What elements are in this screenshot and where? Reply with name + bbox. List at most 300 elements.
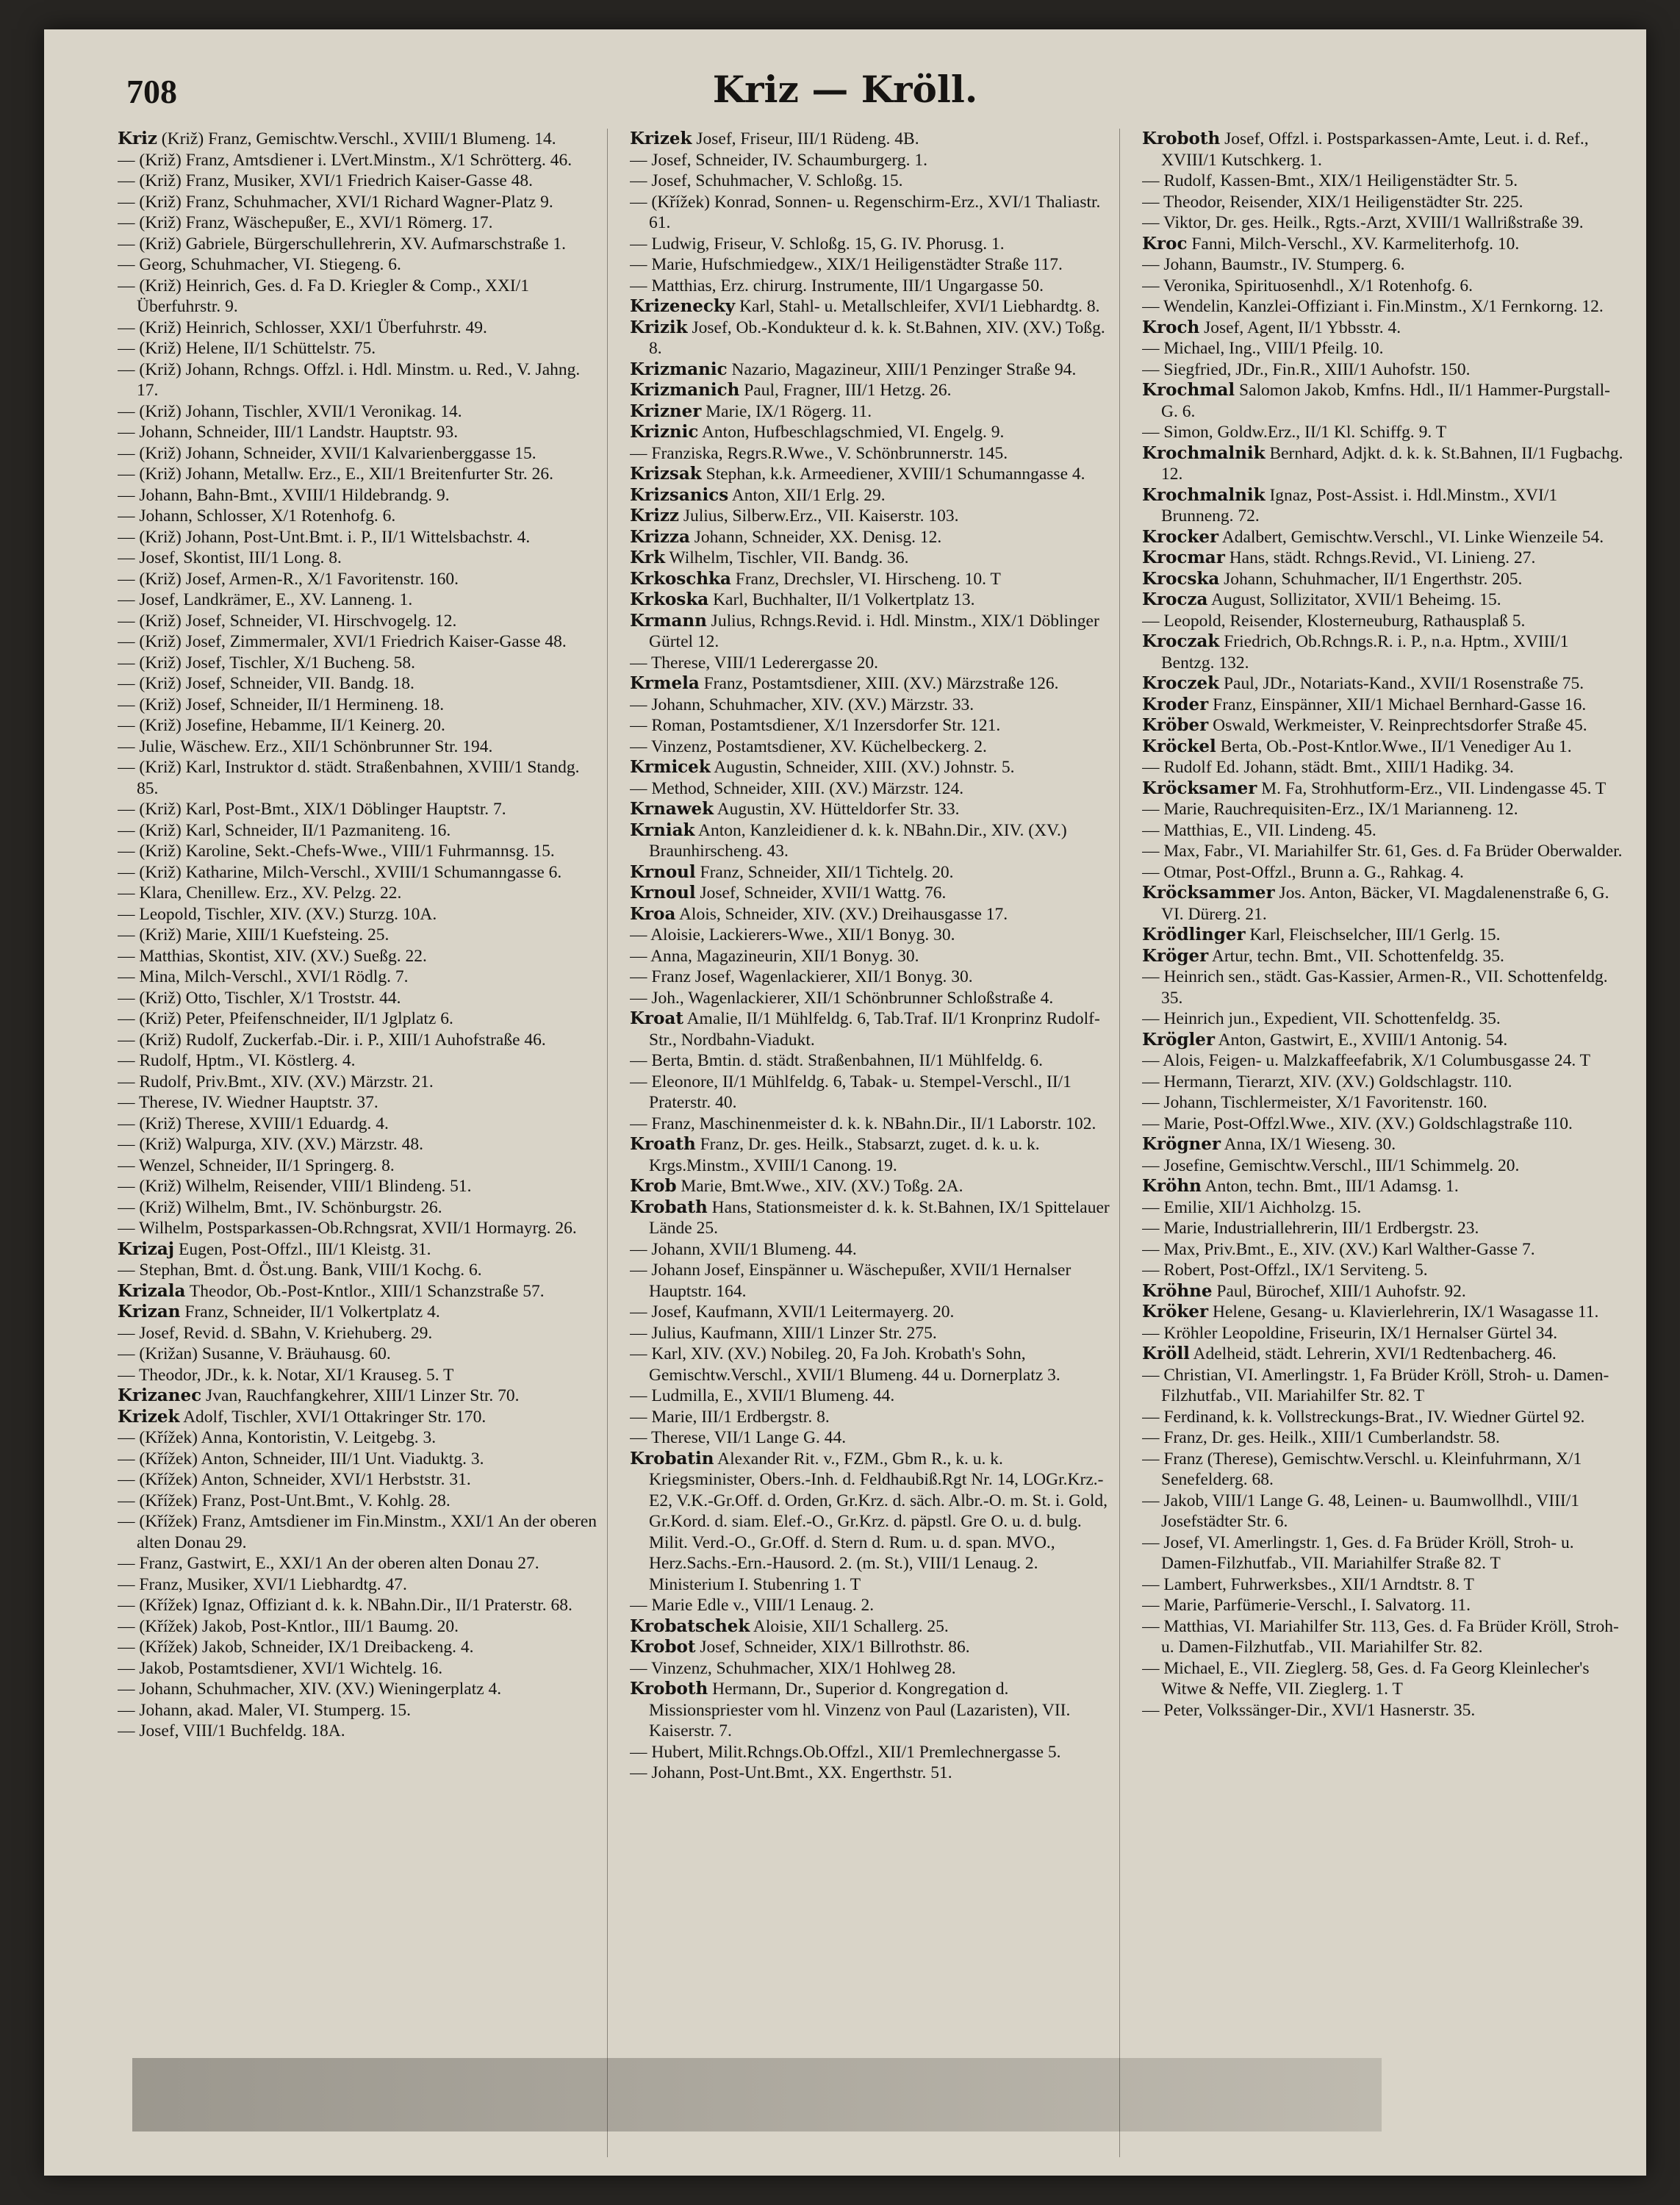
entry-text: — Rudolf, Kassen-Bmt., XIX/1 Heiligenstädter Str. 5. xyxy=(1142,171,1518,190)
entry-text: Anton, Kanzleidiener d. k. k. NBahn.Dir., XIV. (XV.) Braunhirscheng. 43. xyxy=(649,820,1067,861)
directory-entry xyxy=(118,883,600,904)
directory-entry xyxy=(1142,883,1624,925)
entry-text: — Viktor, Dr. ges. Heilk., Rgts.-Arzt, XVIII/1 Wallrißstraße 39. xyxy=(1142,213,1584,232)
column-3 xyxy=(1142,129,1631,2157)
directory-entry xyxy=(118,904,600,925)
entry-surname: Krochmalnik xyxy=(1142,484,1266,505)
entry-surname: Krizenecky xyxy=(630,296,736,316)
entry-surname: Kriznic xyxy=(630,422,699,442)
entry-text: — Theodor, JDr., k. k. Notar, XI/1 Krauseg. 5. T xyxy=(118,1365,454,1385)
entry-text: — Otmar, Post-Offzl., Brunn a. G., Rahkag. 4. xyxy=(1142,862,1464,882)
directory-entry xyxy=(1142,1218,1624,1239)
directory-entry xyxy=(118,1072,600,1093)
entry-text: — Veronika, Spirituosenhdl., X/1 Rotenhofg. 6. xyxy=(1142,276,1473,295)
entry-text: — Josef, Landkrämer, E., XV. Lanneng. 1. xyxy=(118,590,413,609)
entry-text: — (Křížek) Franz, Post-Unt.Bmt., V. Kohlg. 28. xyxy=(118,1491,450,1510)
directory-entry xyxy=(1142,276,1624,297)
directory-entry xyxy=(1142,1449,1624,1491)
directory-entry xyxy=(630,1197,1112,1239)
entry-text: — Stephan, Bmt. d. Öst.ung. Bank, VIII/1 Kochg. 6. xyxy=(118,1261,482,1280)
directory-entry xyxy=(118,276,600,318)
entry-text: — Matthias, VI. Mariahilfer Str. 113, Ges. d. Fa Brüder Kröll, Stroh- u. Damen-Filzhutfab., VII. Mariahilfer Str. 82. xyxy=(1142,1616,1619,1657)
entry-text: — Roman, Postamtsdiener, X/1 Inzersdorfer Str. 121. xyxy=(630,716,1001,735)
directory-entry xyxy=(118,757,600,799)
entry-surname: Kriz xyxy=(118,129,157,148)
entry-text: Anna, IX/1 Wieseng. 30. xyxy=(1221,1135,1396,1154)
directory-entry xyxy=(630,1742,1112,1763)
entry-surname: Krizz xyxy=(630,506,679,526)
directory-entry xyxy=(118,1491,600,1512)
entry-text: Eugen, Post-Offzl., III/1 Kleistg. 31. xyxy=(174,1239,431,1259)
entry-surname: Krizala xyxy=(118,1280,186,1301)
directory-entry xyxy=(630,527,1112,548)
entry-text: Paul, Bürochef, XIII/1 Auhofstr. 92. xyxy=(1212,1281,1466,1301)
entry-surname: Krobatschek xyxy=(630,1616,750,1636)
entry-text: — Marie, Post-Offzl.Wwe., XIV. (XV.) Goldschlagstraße 110. xyxy=(1142,1114,1573,1133)
directory-entry xyxy=(118,820,600,842)
entry-surname: Kroa xyxy=(630,903,676,924)
entry-text: — Heinrich sen., städt. Gas-Kassier, Armen-R., VII. Schottenfeldg. 35. xyxy=(1142,967,1608,1008)
entry-text: — (Křížek) Anna, Kontoristin, V. Leitgebg. 3. xyxy=(118,1428,437,1447)
entry-text: — (Križ) Josef, Schneider, VII. Bandg. 18. xyxy=(118,674,414,693)
directory-entry xyxy=(118,1050,600,1072)
entry-text: — Aloisie, Lackierers-Wwe., XII/1 Bonyg. 30. xyxy=(630,925,955,944)
entry-surname: Kröker xyxy=(1142,1302,1209,1322)
directory-entry xyxy=(118,1469,600,1491)
entry-text: — (Křížek) Anton, Schneider, XVI/1 Herbststr. 31. xyxy=(118,1470,471,1489)
entry-text: — Franz, Gastwirt, E., XXI/1 An der oberen alten Donau 27. xyxy=(118,1554,539,1573)
entry-text: Hermann, Dr., Superior d. Kongregation d. Missionspriester vom hl. Vinzenz von Paul (Lazaristen), VII. Kaiserstr. 7. xyxy=(649,1679,1071,1740)
directory-entry xyxy=(118,212,600,234)
directory-entry xyxy=(630,1260,1112,1302)
entry-text: — Johann, Baumstr., IV. Stumperg. 6. xyxy=(1142,255,1405,274)
directory-entry xyxy=(630,1637,1112,1658)
directory-entry xyxy=(118,1637,600,1658)
entry-text: — Heinrich jun., Expedient, VII. Schottenfeldg. 35. xyxy=(1142,1009,1501,1028)
directory-entry xyxy=(118,1197,600,1219)
entry-surname: Kroboth xyxy=(1142,129,1221,148)
directory-entry xyxy=(630,380,1112,401)
entry-text: Franz, Drechsler, VI. Hirscheng. 10. T xyxy=(730,569,1001,589)
directory-entry xyxy=(118,1092,600,1114)
entry-text: — (Križ) Therese, XVIII/1 Eduardg. 4. xyxy=(118,1114,389,1133)
entry-text: — Robert, Post-Offzl., IX/1 Serviteng. 5. xyxy=(1142,1261,1428,1280)
entry-text: Helene, Gesang- u. Klavierlehrerin, IX/1 Wasagasse 11. xyxy=(1208,1302,1599,1322)
directory-entry xyxy=(118,1365,600,1386)
directory-entry xyxy=(118,1302,600,1323)
entry-surname: Krob xyxy=(630,1176,677,1196)
entry-text: Marie, Bmt.Wwe., XIV. (XV.) Toßg. 2A. xyxy=(676,1177,963,1196)
entry-surname: Krmela xyxy=(630,673,700,693)
entry-text: — Marie, Industriallehrerin, III/1 Erdbergstr. 23. xyxy=(1142,1219,1479,1238)
entry-surname: Krmicek xyxy=(630,757,711,777)
directory-entry xyxy=(1142,820,1624,842)
directory-entry xyxy=(118,318,600,339)
directory-entry xyxy=(1142,1239,1624,1261)
directory-entry xyxy=(1142,967,1624,1008)
directory-entry xyxy=(118,1574,600,1596)
entry-surname: Krk xyxy=(630,548,666,567)
directory-entry xyxy=(1142,925,1624,946)
directory-entry xyxy=(630,1323,1112,1344)
entry-text: — (Križ) Franz, Amtsdiener i. LVert.Minstm., X/1 Schrötterg. 46. xyxy=(118,150,572,170)
entry-text: Adalbert, Gemischtw.Verschl., VI. Linke Wienzeile 54. xyxy=(1218,527,1604,547)
entry-text: — Rudolf, Priv.Bmt., XIV. (XV.) Märzstr. 21. xyxy=(118,1072,434,1091)
entry-text: — Jakob, Postamtsdiener, XVI/1 Wichtelg. 16. xyxy=(118,1658,443,1678)
directory-entry xyxy=(630,1658,1112,1679)
entry-surname: Krizmanic xyxy=(630,359,728,379)
directory-entry xyxy=(630,1302,1112,1323)
entry-surname: Krobath xyxy=(630,1197,708,1217)
directory-page xyxy=(44,29,1646,2176)
entry-surname: Kroat xyxy=(630,1008,683,1028)
entry-text: — Hermann, Tierarzt, XIV. (XV.) Goldschlagstr. 110. xyxy=(1142,1072,1512,1091)
directory-entry xyxy=(118,1260,600,1281)
entry-text: — Johann, XVII/1 Blumeng. 44. xyxy=(630,1239,857,1259)
entry-surname: Krocska xyxy=(1142,568,1220,589)
entry-text: — (Križ) Karl, Schneider, II/1 Pazmaniteng. 16. xyxy=(118,820,451,840)
entry-surname: Kroboth xyxy=(630,1679,708,1699)
directory-entry xyxy=(118,234,600,255)
entry-text: Marie, IX/1 Rögerg. 11. xyxy=(701,401,872,421)
entry-text: — Hubert, Milit.Rchngs.Ob.Offzl., XII/1 Premlechnergasse 5. xyxy=(630,1742,1061,1762)
entry-text: Hans, Stationsmeister d. k. k. St.Bahnen, IX/1 Spittelauer Lände 25. xyxy=(649,1197,1110,1238)
entry-text: Josef, Offzl. i. Postsparkassen-Amte, Leut. i. d. Ref., XVIII/1 Kutschkerg. 1. xyxy=(1161,129,1589,170)
entry-text: — (Križ) Walpurga, XIV. (XV.) Märzstr. 48. xyxy=(118,1135,424,1154)
directory-entry xyxy=(630,359,1112,381)
directory-entry xyxy=(630,171,1112,192)
entry-text: — (Křížek) Franz, Amtsdiener im Fin.Minstm., XXI/1 An der oberen alten Donau 29. xyxy=(118,1512,597,1552)
entry-text: Paul, Fragner, III/1 Hetzg. 26. xyxy=(739,381,952,400)
entry-text: — (Križ) Josef, Schneider, II/1 Hermineng. 18. xyxy=(118,695,445,714)
entry-text: — Christian, VI. Amerlingstr. 1, Fa Brüder Kröll, Stroh- u. Damen-Filzhutfab., VII. Mariahilfer Str. 82. T xyxy=(1142,1365,1609,1405)
entry-text: Hans, städt. Rchngs.Revid., VI. Linieng. 27. xyxy=(1224,548,1536,567)
entry-text: — Franz (Therese), Gemischtw.Verschl. u. Kleinfuhrmann, X/1 Senefelderg. 68. xyxy=(1142,1449,1582,1489)
directory-entry xyxy=(630,422,1112,443)
entry-text: — Therese, IV. Wiedner Hauptstr. 37. xyxy=(118,1093,378,1112)
directory-entry xyxy=(118,589,600,611)
directory-entry xyxy=(1142,631,1624,673)
directory-entry xyxy=(118,506,600,527)
directory-entry xyxy=(118,715,600,736)
directory-entry xyxy=(1142,129,1624,171)
directory-entry xyxy=(630,254,1112,276)
directory-entry xyxy=(118,1427,600,1449)
entry-text: Artur, techn. Bmt., VII. Schottenfeldg. 35. xyxy=(1208,946,1504,966)
directory-entry xyxy=(1142,1700,1624,1721)
directory-entry xyxy=(118,1176,600,1197)
directory-entry xyxy=(118,673,600,695)
entry-text: — (Križ) Franz, Musiker, XVI/1 Friedrich Kaiser-Gasse 48. xyxy=(118,171,534,190)
directory-entry xyxy=(1142,380,1624,422)
entry-text: — Michael, E., VII. Zieglerg. 58, Ges. d. Fa Georg Kleinlecher's Witwe & Neffe, VII. Zieglerg. 1. T xyxy=(1142,1658,1590,1699)
columns-container xyxy=(118,129,1631,2157)
entry-text: — Johann, akad. Maler, VI. Stumperg. 15. xyxy=(118,1700,411,1720)
directory-entry xyxy=(630,443,1112,465)
directory-entry xyxy=(630,967,1112,988)
entry-text: — Franz, Dr. ges. Heilk., XIII/1 Cumberlandstr. 58. xyxy=(1142,1428,1500,1447)
entry-text: — (Križ) Wilhelm, Bmt., IV. Schönburgstr. 26. xyxy=(118,1197,442,1217)
entry-text: — Rudolf, Hptm., VI. Köstlerg. 4. xyxy=(118,1051,356,1070)
directory-entry xyxy=(1142,1092,1624,1114)
entry-text: — (Křížek) Anton, Schneider, III/1 Unt. Viaduktg. 3. xyxy=(118,1449,484,1469)
entry-text: Josef, Schneider, XVII/1 Wattg. 76. xyxy=(695,883,947,903)
directory-entry xyxy=(1142,1574,1624,1596)
entry-text: — Anna, Magazineurin, XII/1 Bonyg. 30. xyxy=(630,946,919,966)
entry-text: — Vinzenz, Postamtsdiener, XV. Küchelbeckerg. 2. xyxy=(630,736,987,756)
page-number: 708 xyxy=(126,73,177,110)
directory-entry xyxy=(1142,1365,1624,1407)
entry-text: Anton, XII/1 Erlg. 29. xyxy=(728,485,886,505)
directory-entry xyxy=(118,925,600,946)
directory-entry xyxy=(630,1679,1112,1742)
directory-entry xyxy=(630,988,1112,1009)
entry-text: — Michael, Ing., VIII/1 Pfeilg. 10. xyxy=(1142,339,1384,358)
directory-entry xyxy=(118,1030,600,1051)
entry-text: Augustin, XV. Hütteldorfer Str. 33. xyxy=(714,800,960,819)
entry-text: — Johann Josef, Einspänner u. Wäschepußer, XVII/1 Hernalser Hauptstr. 164. xyxy=(630,1261,1071,1301)
entry-surname: Krkoska xyxy=(630,589,709,609)
entry-text: Karl, Stahl- u. Metallschleifer, XVI/1 Liebhardtg. 8. xyxy=(735,297,1100,316)
entry-text: Anton, Gastwirt, E., XVIII/1 Antonig. 54. xyxy=(1215,1030,1508,1050)
column-2 xyxy=(630,129,1120,2157)
directory-entry xyxy=(630,296,1112,318)
directory-entry xyxy=(630,1385,1112,1407)
entry-text: — (Križ) Johann, Rchngs. Offzl. i. Hdl. Minstm. u. Red., V. Jahng. 17. xyxy=(118,359,581,400)
directory-entry xyxy=(118,150,600,171)
entry-text: — (Križ) Otto, Tischler, X/1 Troststr. 44. xyxy=(118,988,401,1008)
directory-entry xyxy=(118,171,600,192)
directory-entry xyxy=(118,1155,600,1177)
directory-entry xyxy=(630,401,1112,423)
directory-entry xyxy=(1142,841,1624,862)
entry-text: Bernhard, Adjkt. d. k. k. St.Bahnen, II/1 Fugbachg. 12. xyxy=(1161,443,1623,484)
entry-surname: Krocza xyxy=(1142,589,1208,609)
directory-entry xyxy=(118,862,600,883)
running-head: Kriz — Kröll. xyxy=(712,68,978,111)
directory-entry xyxy=(118,443,600,465)
entry-text: — Franz Josef, Wagenlackierer, XII/1 Bonyg. 30. xyxy=(630,967,973,986)
directory-entry xyxy=(630,1176,1112,1197)
directory-entry xyxy=(630,1239,1112,1261)
entry-text: — (Křížek) Jakob, Post-Kntlor., III/1 Baumg. 20. xyxy=(118,1616,459,1636)
entry-text: — (Križ) Johann, Schneider, XVII/1 Kalvarienberggasse 15. xyxy=(118,443,536,463)
entry-text: — Johann, Schuhmacher, XIV. (XV.) Wieningerplatz 4. xyxy=(118,1679,502,1699)
directory-entry xyxy=(1142,1134,1624,1155)
directory-entry xyxy=(630,736,1112,758)
entry-surname: Kroc xyxy=(1142,233,1188,254)
entry-text: Berta, Ob.-Post-Kntlor.Wwe., II/1 Venediger Au 1. xyxy=(1216,736,1572,756)
directory-entry xyxy=(630,485,1112,506)
directory-entry xyxy=(630,1449,1112,1596)
entry-text: — Lambert, Fuhrwerksbes., XII/1 Arndtstr. 8. T xyxy=(1142,1574,1474,1594)
entry-text: — Max, Priv.Bmt., E., XIV. (XV.) Karl Walther-Gasse 7. xyxy=(1142,1239,1535,1259)
directory-entry xyxy=(1142,443,1624,485)
entry-text: Julius, Rchngs.Revid. i. Hdl. Minstm., XIX/1 Döblinger Gürtel 12. xyxy=(649,611,1099,651)
directory-entry xyxy=(118,192,600,213)
entry-text: — Alois, Feigen- u. Malzkaffeefabrik, X/1 Columbusgasse 24. T xyxy=(1142,1051,1591,1070)
entry-surname: Krizmanich xyxy=(630,380,740,400)
entry-text: Alois, Schneider, XIV. (XV.) Dreihausgasse 17. xyxy=(675,904,1008,924)
entry-surname: Krobot xyxy=(630,1637,696,1657)
entry-text: Amalie, II/1 Mühlfeldg. 6, Tab.Traf. II/1 Kronprinz Rudolf-Str., Nordbahn-Viadukt. xyxy=(649,1009,1100,1050)
directory-entry xyxy=(630,276,1112,297)
directory-entry xyxy=(118,1218,600,1239)
directory-entry xyxy=(118,1344,600,1365)
entry-text: — Kröhler Leopoldine, Friseurin, IX/1 Hernalser Gürtel 34. xyxy=(1142,1323,1558,1343)
directory-entry xyxy=(630,1595,1112,1616)
directory-entry xyxy=(630,1072,1112,1114)
entry-text: Adolf, Tischler, XVI/1 Ottakringer Str. 170. xyxy=(179,1407,487,1427)
entry-text: Franz, Postamtsdiener, XIII. (XV.) Märzstraße 126. xyxy=(699,674,1059,693)
directory-entry xyxy=(118,988,600,1009)
directory-entry xyxy=(630,778,1112,800)
entry-surname: Krochmal xyxy=(1142,380,1235,400)
entry-text: — Rudolf Ed. Johann, städt. Bmt., XIII/1 Hadikg. 34. xyxy=(1142,758,1514,777)
entry-text: — Ludmilla, E., XVII/1 Blumeng. 44. xyxy=(630,1386,895,1405)
entry-surname: Krizsanics xyxy=(630,484,729,505)
entry-text: — Josef, VIII/1 Buchfeldg. 18A. xyxy=(118,1721,345,1740)
directory-entry xyxy=(1142,1616,1624,1658)
entry-text: — Therese, VII/1 Lange G. 44. xyxy=(630,1428,847,1447)
entry-text: — (Križ) Gabriele, Bürgerschullehrerin, XV. Aufmarschstraße 1. xyxy=(118,234,566,254)
directory-entry xyxy=(630,820,1112,862)
directory-entry xyxy=(1142,1427,1624,1449)
directory-entry xyxy=(1142,318,1624,339)
directory-entry xyxy=(1142,1407,1624,1428)
directory-entry xyxy=(1142,359,1624,381)
entry-text: Stephan, k.k. Armeediener, XVIII/1 Schumanngasse 4. xyxy=(701,465,1085,484)
entry-text: — Peter, Volkssänger-Dir., XVI/1 Hasnerstr. 35. xyxy=(1142,1700,1476,1720)
entry-text: — Matthias, E., VII. Lindeng. 45. xyxy=(1142,820,1376,840)
entry-text: (Križ) Franz, Gemischtw.Verschl., XVIII/1 Blumeng. 14. xyxy=(157,129,556,148)
directory-entry xyxy=(1142,548,1624,569)
entry-surname: Krocmar xyxy=(1142,548,1225,567)
entry-text: — Josef, Kaufmann, XVII/1 Leitermayerg. 20. xyxy=(630,1302,955,1322)
entry-surname: Kröckel xyxy=(1142,736,1216,756)
entry-text: Anton, Hufbeschlagschmied, VI. Engelg. 9. xyxy=(698,423,1005,442)
entry-surname: Krnoul xyxy=(630,883,696,903)
column-1 xyxy=(118,129,608,2157)
directory-entry xyxy=(118,1323,600,1344)
entry-text: Karl, Buchhalter, II/1 Volkertplatz 13. xyxy=(708,590,975,609)
entry-text: August, Sollizitator, XVII/1 Beheimg. 15. xyxy=(1207,590,1501,609)
entry-text: — (Križ) Johann, Tischler, XVII/1 Veronikag. 14. xyxy=(118,401,462,421)
directory-entry xyxy=(1142,212,1624,234)
directory-entry xyxy=(630,673,1112,695)
entry-text: — Wendelin, Kanzlei-Offiziant i. Fin.Minstm., X/1 Fernkorng. 12. xyxy=(1142,297,1604,316)
directory-entry xyxy=(118,548,600,569)
entry-surname: Kröcksamer xyxy=(1142,778,1257,798)
entry-text: — Julius, Kaufmann, XIII/1 Linzer Str. 275. xyxy=(630,1323,937,1343)
entry-text: — (Križ) Franz, Wäschepußer, E., XVI/1 Römerg. 17. xyxy=(118,213,493,232)
directory-entry xyxy=(1142,296,1624,318)
entry-text: — (Križ) Franz, Schuhmacher, XVI/1 Richard Wagner-Platz 9. xyxy=(118,192,553,212)
directory-entry xyxy=(118,946,600,967)
entry-surname: Kröhne xyxy=(1142,1280,1213,1301)
directory-entry xyxy=(1142,1050,1624,1072)
entry-text: Johann, Schuhmacher, II/1 Engerthstr. 205. xyxy=(1219,569,1523,589)
entry-text: — Wenzel, Schneider, II/1 Springerg. 8. xyxy=(118,1155,395,1175)
directory-entry xyxy=(630,695,1112,716)
entry-text: — Johann, Bahn-Bmt., XVIII/1 Hildebrandg. 9. xyxy=(118,485,450,505)
entry-surname: Krnoul xyxy=(630,861,696,882)
directory-entry xyxy=(1142,611,1624,632)
entry-surname: Krizanec xyxy=(118,1385,202,1405)
directory-entry xyxy=(1142,569,1624,590)
entry-text: — (Križ) Heinrich, Schlosser, XXI/1 Überfuhrstr. 49. xyxy=(118,318,487,337)
directory-entry xyxy=(1142,1197,1624,1219)
directory-entry xyxy=(630,1427,1112,1449)
entry-text: — Mina, Milch-Verschl., XVI/1 Rödlg. 7. xyxy=(118,967,409,986)
entry-text: — (Križ) Josefine, Hebamme, II/1 Keinerg. 20. xyxy=(118,716,445,735)
entry-surname: Krocker xyxy=(1142,526,1219,547)
entry-text: — (Križ) Johann, Post-Unt.Bmt. i. P., II/1 Wittelsbachstr. 4. xyxy=(118,527,531,547)
entry-surname: Kröber xyxy=(1142,715,1209,735)
directory-entry xyxy=(1142,715,1624,736)
entry-surname: Krödlinger xyxy=(1142,925,1246,944)
entry-text: — Siegfried, JDr., Fin.R., XIII/1 Auhofstr. 150. xyxy=(1142,359,1471,379)
entry-text: — (Križ) Katharine, Milch-Verschl., XVIII/1 Schumanngasse 6. xyxy=(118,862,562,882)
entry-text: M. Fa, Strohhutform-Erz., VII. Lindengasse 45. T xyxy=(1257,778,1607,798)
directory-entry xyxy=(1142,1323,1624,1344)
directory-entry xyxy=(1142,1008,1624,1030)
directory-entry xyxy=(118,695,600,716)
directory-entry xyxy=(118,129,600,150)
entry-text: — Vinzenz, Schuhmacher, XIX/1 Hohlweg 28. xyxy=(630,1658,956,1678)
directory-entry xyxy=(118,1407,600,1428)
directory-entry xyxy=(630,506,1112,527)
entry-text: — Matthias, Erz. chirurg. Instrumente, III/1 Ungargasse 50. xyxy=(630,276,1044,295)
entry-text: Augustin, Schneider, XIII. (XV.) Johnstr. 5. xyxy=(710,758,1015,777)
directory-entry xyxy=(118,338,600,359)
entry-text: — Franz, Musiker, XVI/1 Liebhardtg. 47. xyxy=(118,1574,407,1594)
entry-text: — (Križ) Heinrich, Ges. d. Fa D. Kriegler & Comp., XXI/1 Überfuhrstr. 9. xyxy=(118,276,529,316)
entry-text: — Simon, Goldw.Erz., II/1 Kl. Schiffg. 9. T xyxy=(1142,423,1447,442)
directory-entry xyxy=(630,1407,1112,1428)
entry-text: — Marie, Parfümerie-Verschl., I. Salvatorg. 11. xyxy=(1142,1596,1471,1615)
entry-text: — (Křížek) Konrad, Sonnen- u. Regenschirm-Erz., XVI/1 Thaliastr. 61. xyxy=(630,192,1101,232)
entry-surname: Krizan xyxy=(118,1302,181,1322)
entry-text: — (Křížek) Ignaz, Offiziant d. k. k. NBahn.Dir., II/1 Praterstr. 68. xyxy=(118,1596,572,1615)
entry-text: — (Križ) Karoline, Sekt.-Chefs-Wwe., VIII/1 Fuhrmannsg. 15. xyxy=(118,842,555,861)
entry-text: — (Križ) Karl, Post-Bmt., XIX/1 Döblinger Hauptstr. 7. xyxy=(118,800,506,819)
entry-text: — (Križ) Josef, Zimmermaler, XVI/1 Friedrich Kaiser-Gasse 48. xyxy=(118,632,567,651)
entry-text: Karl, Fleischselcher, III/1 Gerlg. 15. xyxy=(1245,925,1501,944)
entry-text: — Wilhelm, Postsparkassen-Ob.Rchngsrat, XVII/1 Hormayrg. 26. xyxy=(118,1219,577,1238)
directory-entry xyxy=(118,1385,600,1407)
entry-text: — (Križ) Helene, II/1 Schüttelstr. 75. xyxy=(118,339,376,358)
entry-text: — (Križ) Josef, Armen-R., X/1 Favoritenstr. 160. xyxy=(118,569,459,589)
entry-text: Anton, techn. Bmt., III/1 Adamsg. 1. xyxy=(1201,1177,1459,1196)
directory-entry xyxy=(630,757,1112,778)
directory-entry xyxy=(630,883,1112,904)
entry-text: — (Križ) Johann, Metallw. Erz., E., XII/1 Breitenfurter Str. 26. xyxy=(118,465,553,484)
entry-text: Friedrich, Ob.Rchngs.R. i. P., n.a. Hptm., XVIII/1 Bentzg. 132. xyxy=(1161,632,1569,673)
entry-surname: Krögner xyxy=(1142,1134,1221,1154)
entry-text: Paul, JDr., Notariats-Kand., XVII/1 Rosenstraße 75. xyxy=(1219,674,1584,693)
entry-surname: Krizner xyxy=(630,401,702,421)
directory-entry xyxy=(118,485,600,506)
entry-text: — Klara, Chenillew. Erz., XV. Pelzg. 22. xyxy=(118,883,402,903)
entry-text: — Marie, Hufschmiedgew., XIX/1 Heiligenstädter Straße 117. xyxy=(630,255,1063,274)
directory-entry xyxy=(1142,1072,1624,1093)
directory-entry xyxy=(1142,422,1624,443)
entry-text: — Therese, VIII/1 Lederergasse 20. xyxy=(630,653,879,673)
entry-surname: Krizsak xyxy=(630,464,702,484)
directory-entry xyxy=(118,1239,600,1261)
directory-entry xyxy=(118,1281,600,1302)
